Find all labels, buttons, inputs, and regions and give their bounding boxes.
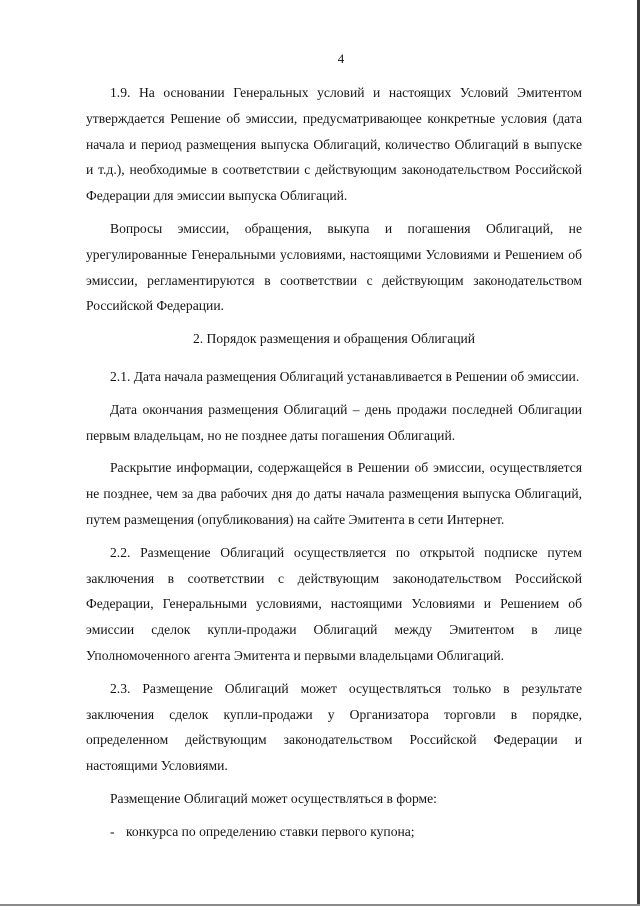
document-body: [86, 80, 582, 845]
list-item-text: конкурса по определению ставки первого купона;: [126, 823, 415, 839]
paragraph-2-3: 2.3. Размещение Облигаций может осуществляться только в результате заключения сделок купли-продажи у Организатора торговли в порядке, определенном действующим законодательством Российской Федерации и настоящими Условиями.: [86, 680, 582, 774]
paragraph-1-9: 1.9. На основании Генеральных условий и настоящих Условий Эмитентом утверждается Решение об эмиссии, предусматривающее конкретные условия (дата начала и период размещения выпуска Облигаций, количество Облигаций в выпуске и т.д.), необходимые в соответствии с действующим законодательством Российской Федерации для эмиссии выпуска Облигаций.: [86, 85, 582, 204]
paragraph-2-1: 2.1. Дата начала размещения Облигаций устанавливается в Решении об эмиссии.: [110, 368, 580, 384]
page-number: 4: [337, 51, 345, 66]
list-item: [86, 819, 582, 845]
paragraph-placement-form: Размещение Облигаций может осуществляться в форме:: [110, 790, 437, 806]
paragraph-disclosure: Раскрытие информации, содержащейся в Решении об эмиссии, осуществляется не позднее, чем за два рабочих дня до даты начала размещения выпуска Облигаций, путем размещения (опубликования) на сайте Эмитента в сети Интернет.: [86, 460, 582, 527]
paragraph-end-date: Дата окончания размещения Облигаций – день продажи последней Облигации первым владельцам, но не позднее даты погашения Облигаций.: [86, 401, 582, 443]
section-heading: 2. Порядок размещения и обращения Облигаций: [192, 331, 476, 347]
paragraph-emission-questions: Вопросы эмиссии, обращения, выкупа и погашения Облигаций, не урегулированные Генеральными условиями, настоящими Условиями и Решением об эмиссии, регламентируются в соответствии с действующим законодательством Российской Федерации.: [86, 220, 582, 314]
list-dash: -: [110, 823, 115, 839]
paragraph-2-2: 2.2. Размещение Облигаций осуществляется по открытой подписке путем заключения в соответствии с действующим законодательством Российской Федерации, Генеральными условиями, настоящими Условиями и Решением об эмиссии сделок купли-продажи Облигаций между Эмитентом в лице Уполномоченного агента Эмитента и первыми владельцами Облигаций.: [86, 544, 582, 663]
